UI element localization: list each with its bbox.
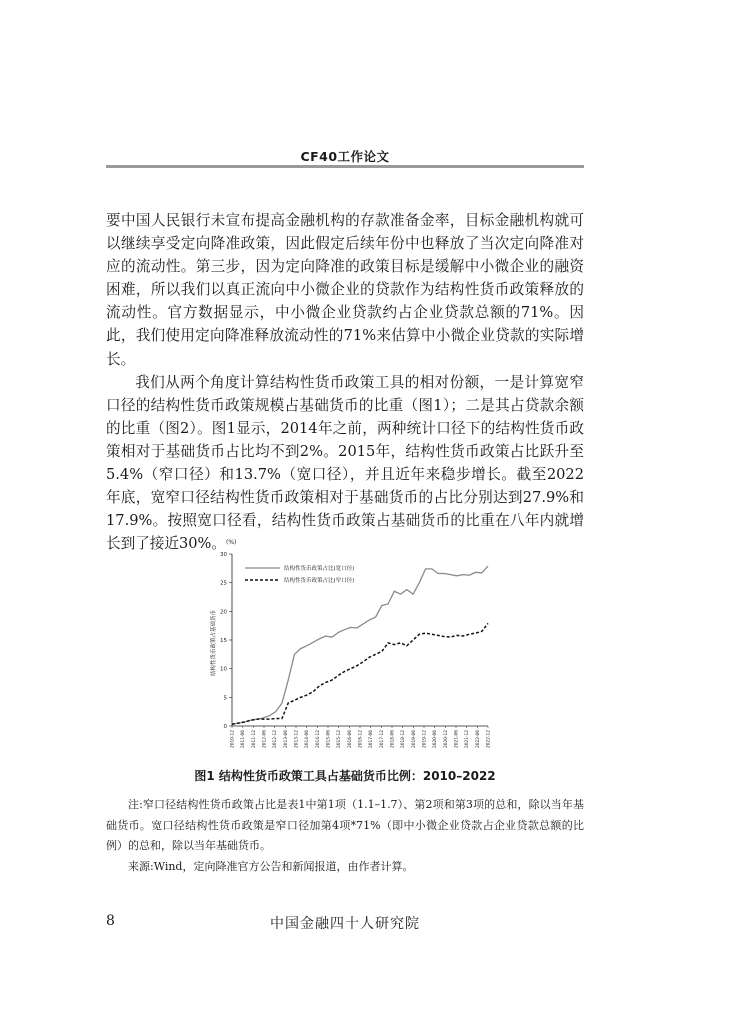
body-text [106,209,584,555]
figure-1-chart [205,538,495,758]
x-tick-label: 2012-06 [262,730,268,748]
x-tick-labels [230,726,492,748]
y-tick-label: 0 [223,724,227,730]
x-tick-label: 2011-06 [241,730,247,748]
x-tick-label: 2016-12 [358,730,364,748]
figure-caption: 图1 结构性货币政策工具占基础货币比例：2010–2022 [194,769,496,783]
figure-notes [106,795,584,877]
legend [245,564,354,584]
page-number: 8 [106,913,115,929]
x-tick-label: 2016-06 [347,730,353,748]
y-tick-label: 25 [220,580,227,587]
x-tick-label: 2014-06 [305,730,311,748]
x-tick-label: 2021-12 [465,730,471,748]
x-tick-label: 2017-06 [369,730,375,748]
x-tick-label: 2020-06 [433,730,439,748]
y-tick-label: 15 [220,638,227,644]
y-axis-label: 结构性货币政策占基础货币 [211,609,217,677]
footer-institution: 中国金融四十人研究院 [270,916,420,932]
unit-label: (%) [226,539,237,546]
y-tick-label: 10 [220,666,227,673]
x-tick-label: 2012-12 [273,730,279,748]
x-tick-label: 2019-12 [422,730,428,748]
series-lines [232,566,488,724]
running-header: CF40工作论文 [300,149,390,164]
x-tick-label: 2013-12 [294,730,300,748]
legend-label-narrow: 结构性货币政策占比(窄口径) [284,578,355,584]
series-line-wide [232,566,488,724]
figure-source: 来源:Wind，定向降准官方公告和新闻报道，由作者计算。 [128,859,414,873]
header-rule [106,165,584,168]
y-tick-label: 20 [220,609,227,616]
x-tick-label: 2019-06 [411,730,417,748]
x-tick-label: 2017-12 [379,730,385,748]
x-tick-label: 2022-06 [475,730,481,748]
legend-label-wide: 结构性货币政策占比(宽口径) [284,566,355,572]
x-tick-label: 2018-12 [401,730,407,748]
x-tick-label: 2011-12 [251,730,257,748]
x-tick-label: 2020-12 [443,730,449,748]
x-tick-label: 2018-06 [390,730,396,748]
x-tick-label: 2015-06 [326,730,332,748]
y-tick-label: 30 [220,552,227,558]
series-line-narrow [232,623,488,724]
paragraph-1: 要中国人民银行未宣布提高金融机构的存款准备金率，目标金融机构就可以继续享受定向降准政策，因此假定后续年份中也释放了当次定向降准对应的流动性。第三步，因为定向降准的政策目标是缓解中小微企业的融资困难，所以我们以真正流向中小微企业的贷款作为结构性货币政策释放的流动性。官方数据显示，中小微企业贷款约占企业贷款总额的71%。因此，我们使用定向降准释放流动性的71%来估算中小微企业贷款的实际增长。 [106,212,584,368]
x-tick-label: 2022-12 [486,730,492,748]
x-tick-label: 2015-12 [337,730,343,748]
line-chart [205,538,495,758]
y-tick-label: 5 [223,695,227,702]
x-tick-label: 2010-12 [230,730,236,748]
paragraph-2: 我们从两个角度计算结构性货币政策工具的相对份额，一是计算宽窄口径的结构性货币政策规模占基础货币的比重（图1）；二是其占贷款余额的比重（图2）。图1显示，2014年之前，两种统计口径下的结构性货币政策相对于基础货币占比均不到2%。2015年，结构性货币政策占比跃升至5.4%（窄口径）和13.7%（宽口径），并且近年来稳步增长。截至2022年底，宽窄口径结构性货币政策相对于基础货币的占比分别达到27.9%和17.9%。按照宽口径看，结构性货币政策占基础货币的比重在八年内就增长到了接近30%。 [106,373,584,553]
figure-note: 注:窄口径结构性货币政策占比是表1中第1项（1.1–1.7）、第2项和第3项的总和，除以当年基础货币。宽口径结构性货币政策是窄口径加第4项*71%（即中小微企业贷款占企业贷款总额的比例）的总和，除以当年基础货币。 [106,798,584,852]
x-tick-label: 2021-06 [454,730,460,748]
x-tick-label: 2013-06 [283,730,289,748]
x-tick-label: 2014-12 [315,730,321,748]
